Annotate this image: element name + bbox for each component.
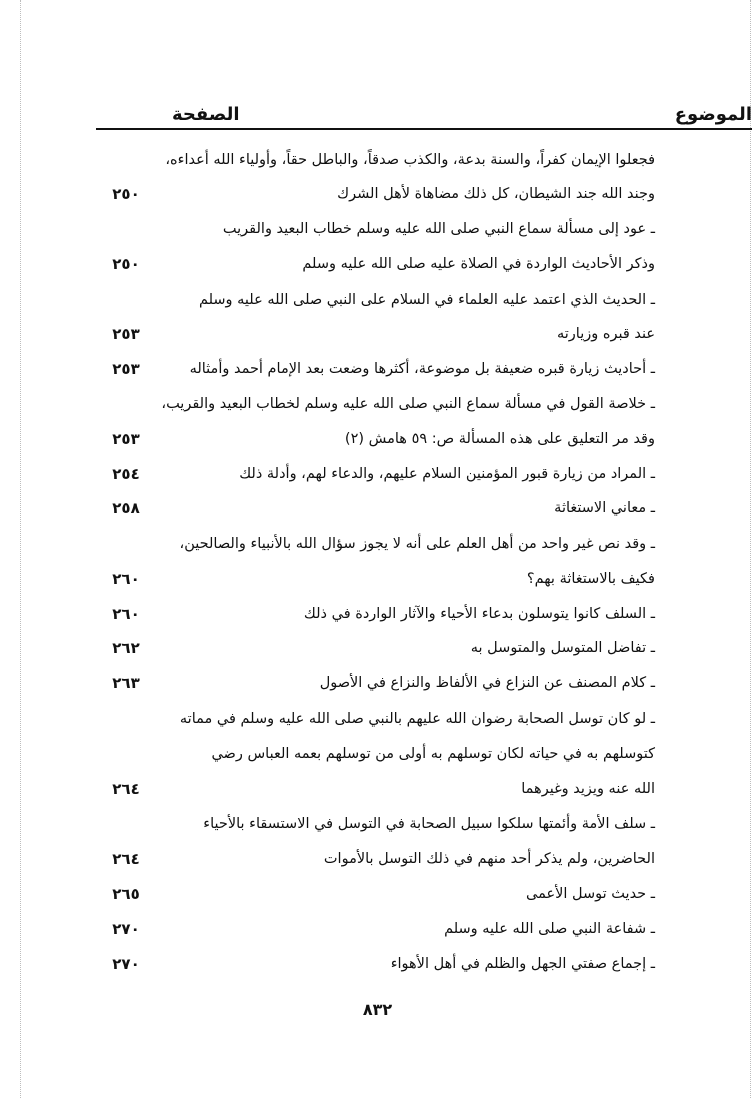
index-row xyxy=(100,528,655,562)
index-row xyxy=(100,284,655,318)
entry-text: ـ إجماع صفتي الجهل والظلم في أهل الأهواء xyxy=(390,956,655,972)
index-row xyxy=(100,843,655,877)
entry-text: ـ كلام المصنف عن النزاع في الألفاظ والنزاع في الأصول xyxy=(319,675,655,691)
entry-text: الله عنه ويزيد وغيرهما xyxy=(521,781,655,797)
entry-text: ـ الحديث الذي اعتمد عليه العلماء في السلام على النبي صلى الله عليه وسلم xyxy=(198,292,655,308)
page-number: ٢٧٠ xyxy=(112,955,140,973)
entry-text: كتوسلهم به في حياته لكان توسلهم به أولى من توسلهم بعمه العباس رضي xyxy=(211,746,655,762)
index-row xyxy=(100,458,655,492)
entry-text: الحاضرين، ولم يذكر أحد منهم في ذلك التوسل بالأموات xyxy=(323,851,655,867)
entry-text: ـ خلاصة القول في مسألة سماع النبي صلى الله عليه وسلم لخطاب البعيد والقريب، xyxy=(161,396,655,412)
page-column-heading: الصفحة xyxy=(172,104,240,125)
page-number: ٢٦٤ xyxy=(112,780,140,798)
page-number: ٢٦٣ xyxy=(112,674,140,692)
page-number: ٢٧٠ xyxy=(112,920,140,938)
index-row xyxy=(100,318,655,352)
index-row xyxy=(100,353,655,387)
entry-text: ـ تفاضل المتوسل والمتوسل به xyxy=(470,640,655,656)
page-number: ٢٦٤ xyxy=(112,850,140,868)
header-rule xyxy=(96,128,752,130)
entry-text: وجند الله جند الشيطان، كل ذلك مضاهاة لأهل الشرك xyxy=(337,186,655,202)
scan-edge-left xyxy=(20,0,21,1098)
page-number: ٢٦٠ xyxy=(112,605,140,623)
scan-edge-right xyxy=(750,0,751,1098)
entry-text: وقد مر التعليق على هذه المسألة ص: ٥٩ هامش (٢) xyxy=(344,431,655,447)
page-number: ٢٦٥ xyxy=(112,885,140,903)
index-row xyxy=(100,492,655,526)
index-row xyxy=(100,738,655,772)
entry-text: ـ عود إلى مسألة سماع النبي صلى الله عليه وسلم خطاب البعيد والقريب xyxy=(222,221,655,237)
index-row xyxy=(100,423,655,457)
page-number: ٢٥٣ xyxy=(112,360,140,378)
index-row xyxy=(100,808,655,842)
page-number: ٢٥٣ xyxy=(112,430,140,448)
index-row xyxy=(100,144,655,178)
page-number: ٢٥٠ xyxy=(112,255,140,273)
page-number: ٢٦٢ xyxy=(112,639,140,657)
entry-text: ـ المراد من زيارة قبور المؤمنين السلام عليهم، والدعاء لهم، وأدلة ذلك xyxy=(239,466,655,482)
index-row xyxy=(100,388,655,422)
index-row xyxy=(100,213,655,247)
index-row xyxy=(100,948,655,982)
index-row xyxy=(100,248,655,282)
entry-text: عند قبره وزيارته xyxy=(556,326,655,342)
entry-text: ـ سلف الأمة وأئمتها سلكوا سبيل الصحابة في التوسل في الاستسقاء بالأحياء xyxy=(203,816,655,832)
entry-text: ـ السلف كانوا يتوسلون بدعاء الأحياء والآثار الواردة في ذلك xyxy=(303,606,655,622)
entry-text: ـ شفاعة النبي صلى الله عليه وسلم xyxy=(444,921,655,937)
entry-text: ـ معاني الاستغاثة xyxy=(554,500,655,516)
entry-text: فكيف بالاستغاثة بهم؟ xyxy=(526,571,655,587)
index-row xyxy=(100,773,655,807)
page-number: ٢٥٨ xyxy=(112,499,140,517)
index-row xyxy=(100,878,655,912)
index-row xyxy=(100,632,655,666)
index-row xyxy=(100,703,655,737)
page-number: ٢٦٠ xyxy=(112,570,140,588)
topic-column-heading: الموضوع xyxy=(674,104,752,125)
entry-text: وذكر الأحاديث الواردة في الصلاة عليه صلى الله عليه وسلم xyxy=(302,256,655,272)
index-row xyxy=(100,667,655,701)
index-row xyxy=(100,598,655,632)
entry-text: ـ لو كان توسل الصحابة رضوان الله عليهم بالنبي صلى الله عليه وسلم في مماته xyxy=(179,711,655,727)
entry-text: فجعلوا الإيمان كفراً، والسنة بدعة، والكذب صدقاً، والباطل حقاً، وأولياء الله أعداءه، xyxy=(165,152,655,168)
table-header xyxy=(96,98,752,128)
page-folio-number: ٨٣٢ xyxy=(362,1000,393,1019)
entry-text: ـ حديث توسل الأعمى xyxy=(526,886,655,902)
index-row xyxy=(100,913,655,947)
entry-text: ـ وقد نص غير واحد من أهل العلم على أنه لا يجوز سؤال الله بالأنبياء والصالحين، xyxy=(179,536,655,552)
page-number: ٢٥٠ xyxy=(112,185,140,203)
page-number: ٢٥٣ xyxy=(112,325,140,343)
index-row xyxy=(100,178,655,212)
entry-text: ـ أحاديث زيارة قبره ضعيفة بل موضوعة، أكثرها وضعت بعد الإمام أحمد وأمثاله xyxy=(189,361,655,377)
page-number: ٢٥٤ xyxy=(112,465,140,483)
index-row xyxy=(100,563,655,597)
